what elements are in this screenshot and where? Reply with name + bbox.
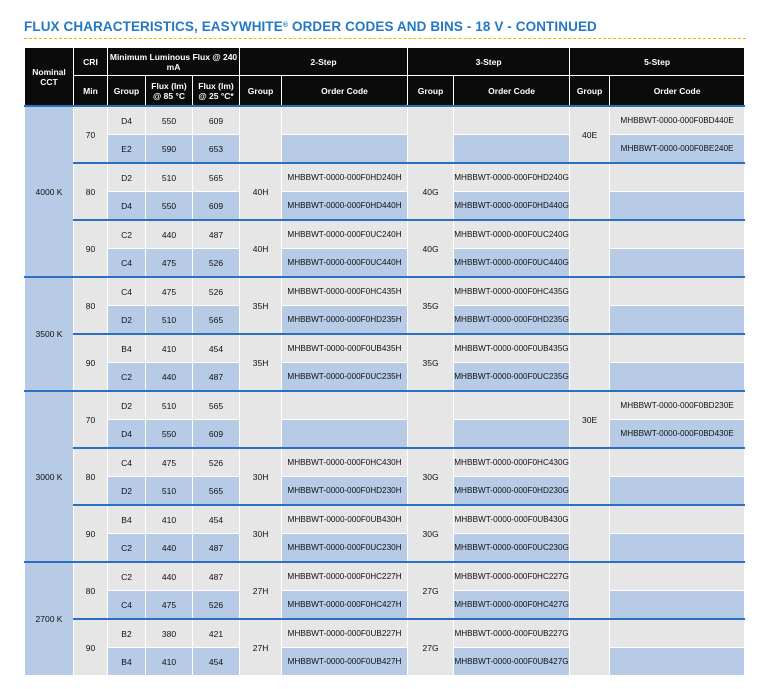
flux25-cell: 421: [193, 619, 240, 648]
cct-cell: 3000 K: [25, 391, 74, 562]
cri-cell: 80: [74, 163, 108, 220]
step3-code-cell: MHBBWT-0000-000F0UB430G: [454, 505, 570, 534]
step5-group-empty: [570, 505, 610, 562]
step3-group-cell: 30G: [408, 505, 454, 562]
step2-code-cell: MHBBWT-0000-000F0UC440H: [282, 249, 408, 278]
cri-cell: 90: [74, 334, 108, 391]
header-cri-min: Min: [74, 76, 108, 107]
header-5-step: 5-Step: [570, 48, 745, 76]
title-prefix: FLUX CHARACTERISTICS, EASYWHITE: [24, 19, 283, 34]
cri-cell: 90: [74, 619, 108, 676]
flux85-cell: 440: [146, 562, 193, 591]
cri-cell: 80: [74, 562, 108, 619]
group-cell: D2: [108, 391, 146, 420]
step2-group-cell: 30H: [240, 505, 282, 562]
step2-group-cell: 40H: [240, 220, 282, 277]
flux25-cell: 454: [193, 648, 240, 676]
step5-group-empty: [570, 562, 610, 619]
table-row: [25, 562, 745, 591]
flux85-cell: 410: [146, 334, 193, 363]
cri-cell: 70: [74, 106, 108, 163]
cri-cell: 90: [74, 505, 108, 562]
cct-cell: 3500 K: [25, 277, 74, 391]
flux25-cell: 653: [193, 135, 240, 164]
flux85-cell: 510: [146, 163, 193, 192]
cct-cell: 2700 K: [25, 562, 74, 676]
step3-group-cell: 35G: [408, 277, 454, 334]
table-row: [25, 420, 745, 449]
flux25-cell: 487: [193, 220, 240, 249]
step2-code-cell: MHBBWT-0000-000F0HC430H: [282, 448, 408, 477]
step5-code-empty: [610, 277, 745, 306]
group-cell: D4: [108, 106, 146, 135]
flux85-cell: 510: [146, 391, 193, 420]
step3-code-cell: MHBBWT-0000-000F0UC235G: [454, 363, 570, 392]
group-cell: C2: [108, 562, 146, 591]
step5-code-empty: [610, 448, 745, 477]
flux25-cell: 609: [193, 420, 240, 449]
flux85-cell: 440: [146, 534, 193, 563]
flux25-cell: 565: [193, 477, 240, 506]
flux85-cell: 510: [146, 306, 193, 335]
step2-group-empty: [240, 106, 282, 163]
step5-group-empty: [570, 220, 610, 277]
group-cell: D2: [108, 477, 146, 506]
flux25-cell: 609: [193, 106, 240, 135]
table-row: [25, 192, 745, 221]
header-5-step-group: Group: [570, 76, 610, 107]
registered-mark: ®: [282, 22, 289, 29]
step2-code-cell: MHBBWT-0000-000F0UB430H: [282, 505, 408, 534]
step2-code-cell: MHBBWT-0000-000F0UC230H: [282, 534, 408, 563]
flux25-cell: 565: [193, 306, 240, 335]
step3-code-cell: MHBBWT-0000-000F0HD235G: [454, 306, 570, 335]
group-cell: B4: [108, 334, 146, 363]
page-title: [24, 16, 746, 39]
step3-code-cell: MHBBWT-0000-000F0HC227G: [454, 562, 570, 591]
group-cell: B4: [108, 648, 146, 676]
table-row: [25, 591, 745, 620]
table-row: [25, 477, 745, 506]
flux85-cell: 380: [146, 619, 193, 648]
table-row: [25, 534, 745, 563]
step2-group-cell: 30H: [240, 448, 282, 505]
step2-code-cell: MHBBWT-0000-000F0HC435H: [282, 277, 408, 306]
step2-group-cell: 35H: [240, 334, 282, 391]
group-cell: B4: [108, 505, 146, 534]
step5-code-empty: [610, 591, 745, 620]
flux25-cell: 487: [193, 562, 240, 591]
step3-code-cell: MHBBWT-0000-000F0UB227G: [454, 619, 570, 648]
cri-cell: 80: [74, 448, 108, 505]
header-5-step-order-code: Order Code: [610, 76, 745, 107]
step5-code-cell: MHBBWT-0000-000F0BE240E: [610, 135, 745, 164]
step5-code-cell: MHBBWT-0000-000F0BD430E: [610, 420, 745, 449]
step3-code-cell: MHBBWT-0000-000F0UC230G: [454, 534, 570, 563]
group-cell: D4: [108, 192, 146, 221]
step3-code-cell: MHBBWT-0000-000F0UC440G: [454, 249, 570, 278]
step2-group-empty: [240, 391, 282, 448]
step2-group-cell: 40H: [240, 163, 282, 220]
step5-code-empty: [610, 505, 745, 534]
step2-code-cell: MHBBWT-0000-000F0UC235H: [282, 363, 408, 392]
flux25-cell: 454: [193, 334, 240, 363]
table-row: [25, 135, 745, 164]
group-cell: C4: [108, 448, 146, 477]
flux25-cell: 487: [193, 534, 240, 563]
table-row: [25, 249, 745, 278]
header-flux-25: Flux (lm) @ 25 °C*: [193, 76, 240, 107]
table-row: [25, 220, 745, 249]
step5-code-empty: [610, 306, 745, 335]
header-2-step-order-code: Order Code: [282, 76, 408, 107]
flux25-cell: 565: [193, 163, 240, 192]
table-row: [25, 619, 745, 648]
table-row: [25, 106, 745, 135]
group-cell: D2: [108, 163, 146, 192]
step5-code-empty: [610, 619, 745, 648]
header-3-step: 3-Step: [408, 48, 570, 76]
table-row: [25, 505, 745, 534]
flux25-cell: 526: [193, 448, 240, 477]
flux-table: [24, 47, 745, 676]
step3-group-cell: 40G: [408, 163, 454, 220]
flux85-cell: 590: [146, 135, 193, 164]
step5-code-empty: [610, 363, 745, 392]
step5-group-empty: [570, 163, 610, 220]
group-cell: D2: [108, 306, 146, 335]
header-2-step-group: Group: [240, 76, 282, 107]
step3-code-cell: MHBBWT-0000-000F0HC427G: [454, 591, 570, 620]
step5-group-empty: [570, 277, 610, 334]
step2-group-cell: 35H: [240, 277, 282, 334]
step3-code-cell: MHBBWT-0000-000F0HC435G: [454, 277, 570, 306]
step5-group-empty: [570, 334, 610, 391]
flux25-cell: 526: [193, 249, 240, 278]
header-2-step: 2-Step: [240, 48, 408, 76]
flux85-cell: 410: [146, 505, 193, 534]
step2-code-cell: MHBBWT-0000-000F0HD240H: [282, 163, 408, 192]
title-suffix: ORDER CODES AND BINS - 18 V - CONTINUED: [288, 19, 597, 34]
step3-code-empty: [454, 420, 570, 449]
step3-group-cell: 30G: [408, 448, 454, 505]
header-group: Group: [108, 76, 146, 107]
step3-code-empty: [454, 135, 570, 164]
flux85-cell: 440: [146, 363, 193, 392]
step3-code-cell: MHBBWT-0000-000F0HD230G: [454, 477, 570, 506]
group-cell: B2: [108, 619, 146, 648]
step2-code-cell: MHBBWT-0000-000F0HD440H: [282, 192, 408, 221]
step3-code-empty: [454, 391, 570, 420]
step3-code-cell: MHBBWT-0000-000F0UB435G: [454, 334, 570, 363]
group-cell: D4: [108, 420, 146, 449]
group-cell: C2: [108, 363, 146, 392]
step2-code-cell: MHBBWT-0000-000F0HC427H: [282, 591, 408, 620]
step5-code-cell: MHBBWT-0000-000F0BD230E: [610, 391, 745, 420]
step3-code-cell: MHBBWT-0000-000F0HD440G: [454, 192, 570, 221]
group-cell: E2: [108, 135, 146, 164]
cri-cell: 70: [74, 391, 108, 448]
step2-code-cell: MHBBWT-0000-000F0HC227H: [282, 562, 408, 591]
flux85-cell: 440: [146, 220, 193, 249]
step5-code-cell: MHBBWT-0000-000F0BD440E: [610, 106, 745, 135]
flux85-cell: 475: [146, 249, 193, 278]
step3-group-empty: [408, 391, 454, 448]
step5-code-empty: [610, 648, 745, 676]
step5-group-cell: 40E: [570, 106, 610, 163]
step2-code-empty: [282, 135, 408, 164]
step5-code-empty: [610, 163, 745, 192]
step2-code-cell: MHBBWT-0000-000F0UB435H: [282, 334, 408, 363]
table-row: [25, 363, 745, 392]
group-cell: C2: [108, 220, 146, 249]
group-cell: C2: [108, 534, 146, 563]
header-cri: CRI: [74, 48, 108, 76]
step2-code-cell: MHBBWT-0000-000F0HD235H: [282, 306, 408, 335]
flux25-cell: 526: [193, 277, 240, 306]
table-row: [25, 334, 745, 363]
header-3-step-group: Group: [408, 76, 454, 107]
step5-code-empty: [610, 562, 745, 591]
step2-code-empty: [282, 106, 408, 135]
step5-group-empty: [570, 619, 610, 676]
step3-code-cell: MHBBWT-0000-000F0UC240G: [454, 220, 570, 249]
flux85-cell: 475: [146, 591, 193, 620]
step3-group-empty: [408, 106, 454, 163]
table-row: [25, 648, 745, 676]
flux85-cell: 550: [146, 192, 193, 221]
cct-cell: 4000 K: [25, 106, 74, 277]
table-row: [25, 391, 745, 420]
header-flux-85: Flux (lm) @ 85 °C: [146, 76, 193, 107]
step2-group-cell: 27H: [240, 562, 282, 619]
flux25-cell: 487: [193, 363, 240, 392]
table-row: [25, 163, 745, 192]
step2-code-cell: MHBBWT-0000-000F0HD230H: [282, 477, 408, 506]
step5-code-empty: [610, 334, 745, 363]
step3-group-cell: 35G: [408, 334, 454, 391]
flux85-cell: 550: [146, 420, 193, 449]
flux25-cell: 565: [193, 391, 240, 420]
step2-code-cell: MHBBWT-0000-000F0UB227H: [282, 619, 408, 648]
step5-group-cell: 30E: [570, 391, 610, 448]
cri-cell: 80: [74, 277, 108, 334]
header-min-flux: Minimum Luminous Flux @ 240 mA: [108, 48, 240, 76]
table-row: [25, 277, 745, 306]
flux85-cell: 510: [146, 477, 193, 506]
cri-cell: 90: [74, 220, 108, 277]
table-row: [25, 448, 745, 477]
step3-group-cell: 40G: [408, 220, 454, 277]
header-3-step-order-code: Order Code: [454, 76, 570, 107]
step5-code-empty: [610, 249, 745, 278]
step2-code-cell: MHBBWT-0000-000F0UC240H: [282, 220, 408, 249]
flux85-cell: 550: [146, 106, 193, 135]
step5-group-empty: [570, 448, 610, 505]
group-cell: C4: [108, 277, 146, 306]
flux85-cell: 475: [146, 277, 193, 306]
step3-group-cell: 27G: [408, 562, 454, 619]
step3-group-cell: 27G: [408, 619, 454, 676]
step2-group-cell: 27H: [240, 619, 282, 676]
step3-code-cell: MHBBWT-0000-000F0HC430G: [454, 448, 570, 477]
flux25-cell: 609: [193, 192, 240, 221]
step2-code-empty: [282, 420, 408, 449]
step5-code-empty: [610, 534, 745, 563]
step5-code-empty: [610, 477, 745, 506]
step2-code-cell: MHBBWT-0000-000F0UB427H: [282, 648, 408, 676]
group-cell: C4: [108, 591, 146, 620]
flux25-cell: 526: [193, 591, 240, 620]
flux25-cell: 454: [193, 505, 240, 534]
flux85-cell: 475: [146, 448, 193, 477]
step2-code-empty: [282, 391, 408, 420]
flux85-cell: 410: [146, 648, 193, 676]
step3-code-empty: [454, 106, 570, 135]
table-row: [25, 306, 745, 335]
step3-code-cell: MHBBWT-0000-000F0UB427G: [454, 648, 570, 676]
header-nominal-cct: Nominal CCT: [25, 48, 74, 107]
step3-code-cell: MHBBWT-0000-000F0HD240G: [454, 163, 570, 192]
step5-code-empty: [610, 220, 745, 249]
step5-code-empty: [610, 192, 745, 221]
group-cell: C4: [108, 249, 146, 278]
